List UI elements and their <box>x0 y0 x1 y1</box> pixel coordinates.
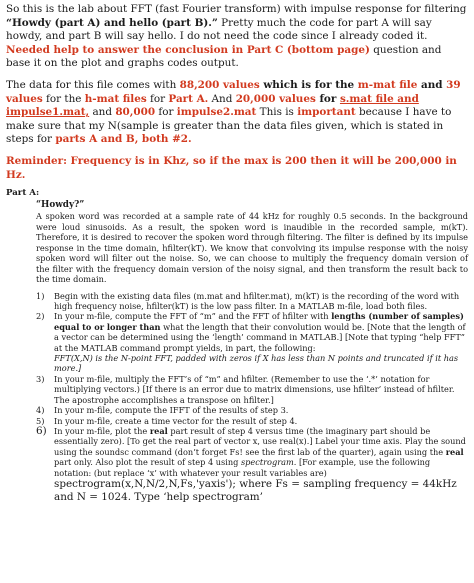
step-text: part only. Also plot the result of step 4 using <box>54 457 241 468</box>
data-file-impulse2: impulse2.mat <box>176 106 257 119</box>
data-count-s: 20,000 values <box>235 92 316 105</box>
step-number: 4) <box>36 405 45 416</box>
help-request-highlight: Needed help to answer the conclusion in Part C (bottom page) <box>6 43 370 56</box>
step-emphasis: lengths (number of samples) equal to or longer than <box>54 311 464 332</box>
step-text: In your m-file, plot the <box>54 425 150 436</box>
howdy-title: “Howdy?” <box>36 200 85 211</box>
data-count-m: 88,200 values <box>179 78 260 91</box>
step-item <box>6 426 468 503</box>
steps-list <box>6 291 468 504</box>
step-number: 1) <box>36 290 45 301</box>
data-text-9: for <box>155 106 177 119</box>
data-important: important <box>297 106 356 119</box>
step-text: In your m-file, multiply the FFT’s of “m” and hfilter. (Remember to use the ‘.*’ notation for multiplying vectors.) [If there is an error due to matrix dimensions, use hfilter’ instead of hfilter. The apostrophe accomplishes a transpose on hfilter.] <box>54 373 455 405</box>
data-file-m: m-mat file <box>357 78 418 91</box>
step-item <box>6 291 468 312</box>
data-info-paragraph <box>6 79 468 147</box>
spectrogram-example: spectrogram(x,N,N/2,N,Fs,'yaxis'); where Fs = sampling frequency = 44kHz and N = 1024. Type ‘help spectrogram’ <box>54 477 457 503</box>
intro-text-3: question and base it on the plot and graphs codes output. <box>6 43 442 70</box>
data-text-2: which is for the <box>259 78 358 91</box>
step-text: . [For example, use the following notation: (but replace ‘x’ with whatever your result variables are) <box>54 457 431 478</box>
part-a-description: A spoken word was recorded at a sample rate of 44 kHz for roughly 0.5 seconds. In the background were loud sinusoids. As a result, the spoken word is inaudible in the recorded sample, m(kT). Therefore, it is desired to recover the spoken word through filtering. The filter is defined by its impulse response in the time domain, hfilter(kT). We know that convolving its impulse response with the noisy spoken word will filter out the noise. So, we can choose to multiply the frequency domain version of the filter with the frequency domain version of the noisy signal, and then transform the result back to the time domain. <box>36 211 468 285</box>
step-item <box>6 416 468 426</box>
step-number: 2) <box>36 311 45 322</box>
step-text: what the length that their convolution would be. [Note that the length of a vector can be determined using the ‘length’ command in MATLAB.] [Note that typing “help FFT” at the MATLAB command prompt yields, in part, the following: <box>54 321 466 353</box>
data-text-8: and <box>89 106 116 119</box>
data-part-a: Part A. <box>168 92 209 105</box>
data-text-7: for <box>315 92 340 105</box>
intro-paragraph <box>6 3 468 71</box>
step-text: In your m-file, compute the IFFT of the results of step 3. <box>54 405 289 416</box>
reminder-note: Reminder: Frequency is in Khz, so if the max is 200 then it will be 200,000 in Hz. <box>6 154 457 181</box>
step-number: 5) <box>36 415 45 426</box>
data-text-11: because I have to make sure that my N(sample is greater than the data files given, which is stated in steps for <box>6 106 452 146</box>
step-italic: spectrogram <box>240 457 294 468</box>
data-count-h: 39 values <box>6 78 461 105</box>
step-item <box>6 311 468 373</box>
data-text-4: for the <box>42 92 85 105</box>
data-text-5: for <box>146 92 169 105</box>
data-text-10: This is <box>256 106 298 119</box>
step-text: part result of step 4 versus time (the imaginary part should be essentially zero). [To get the real part of vector x, use real(x).] Label your time axis. Play the sound using the soundsc command (don’t forget Fs! see the first lab of the quarter), again using the <box>54 425 466 457</box>
data-file-h: h-mat files <box>84 92 147 105</box>
step-number: 6) <box>36 424 47 437</box>
step-emphasis: real <box>149 425 168 436</box>
data-text-3: and <box>417 78 447 91</box>
part-a-heading: Part A: <box>6 188 40 199</box>
data-file-s: s.mat file and impulse1.mat, <box>6 92 419 119</box>
intro-text-1: So this is the lab about FFT (fast Fourier transform) with impulse response for filtering <box>6 3 467 15</box>
intro-text-2: Pretty much the code for part A will say howdy, and part B will say hello. I do not need the code since I already coded it. <box>6 16 432 43</box>
step-item <box>6 405 468 415</box>
step-number: 3) <box>36 373 45 384</box>
step-item <box>6 374 468 405</box>
step-text: In your m-file, compute the FFT of “m” and the FFT of hfilter with <box>54 311 332 322</box>
data-count-impulse2: 80,000 <box>115 106 156 119</box>
data-text-6: And <box>208 92 236 105</box>
step-text: Begin with the existing data files (m.mat and hfilter.mat), m(kT) is the recording of the word with high frequency noise, hfilter(kT) is the low pass filter. In a MATLAB m-file, load both files. <box>54 290 460 312</box>
data-parts-ab: parts A and B, both #2. <box>55 133 192 146</box>
step-emphasis: real <box>445 446 464 457</box>
intro-title-quote: “Howdy (part A) and hello (part B).” <box>6 16 218 29</box>
fft-help-text: FFT(X,N) is the N-point FFT, padded with zeros if X has less than N points and truncated if it has more.] <box>54 353 459 374</box>
step-text: In your m-file, create a time vector for the result of step 4. <box>54 415 298 426</box>
data-text-1: The data for this file comes with <box>6 78 180 91</box>
